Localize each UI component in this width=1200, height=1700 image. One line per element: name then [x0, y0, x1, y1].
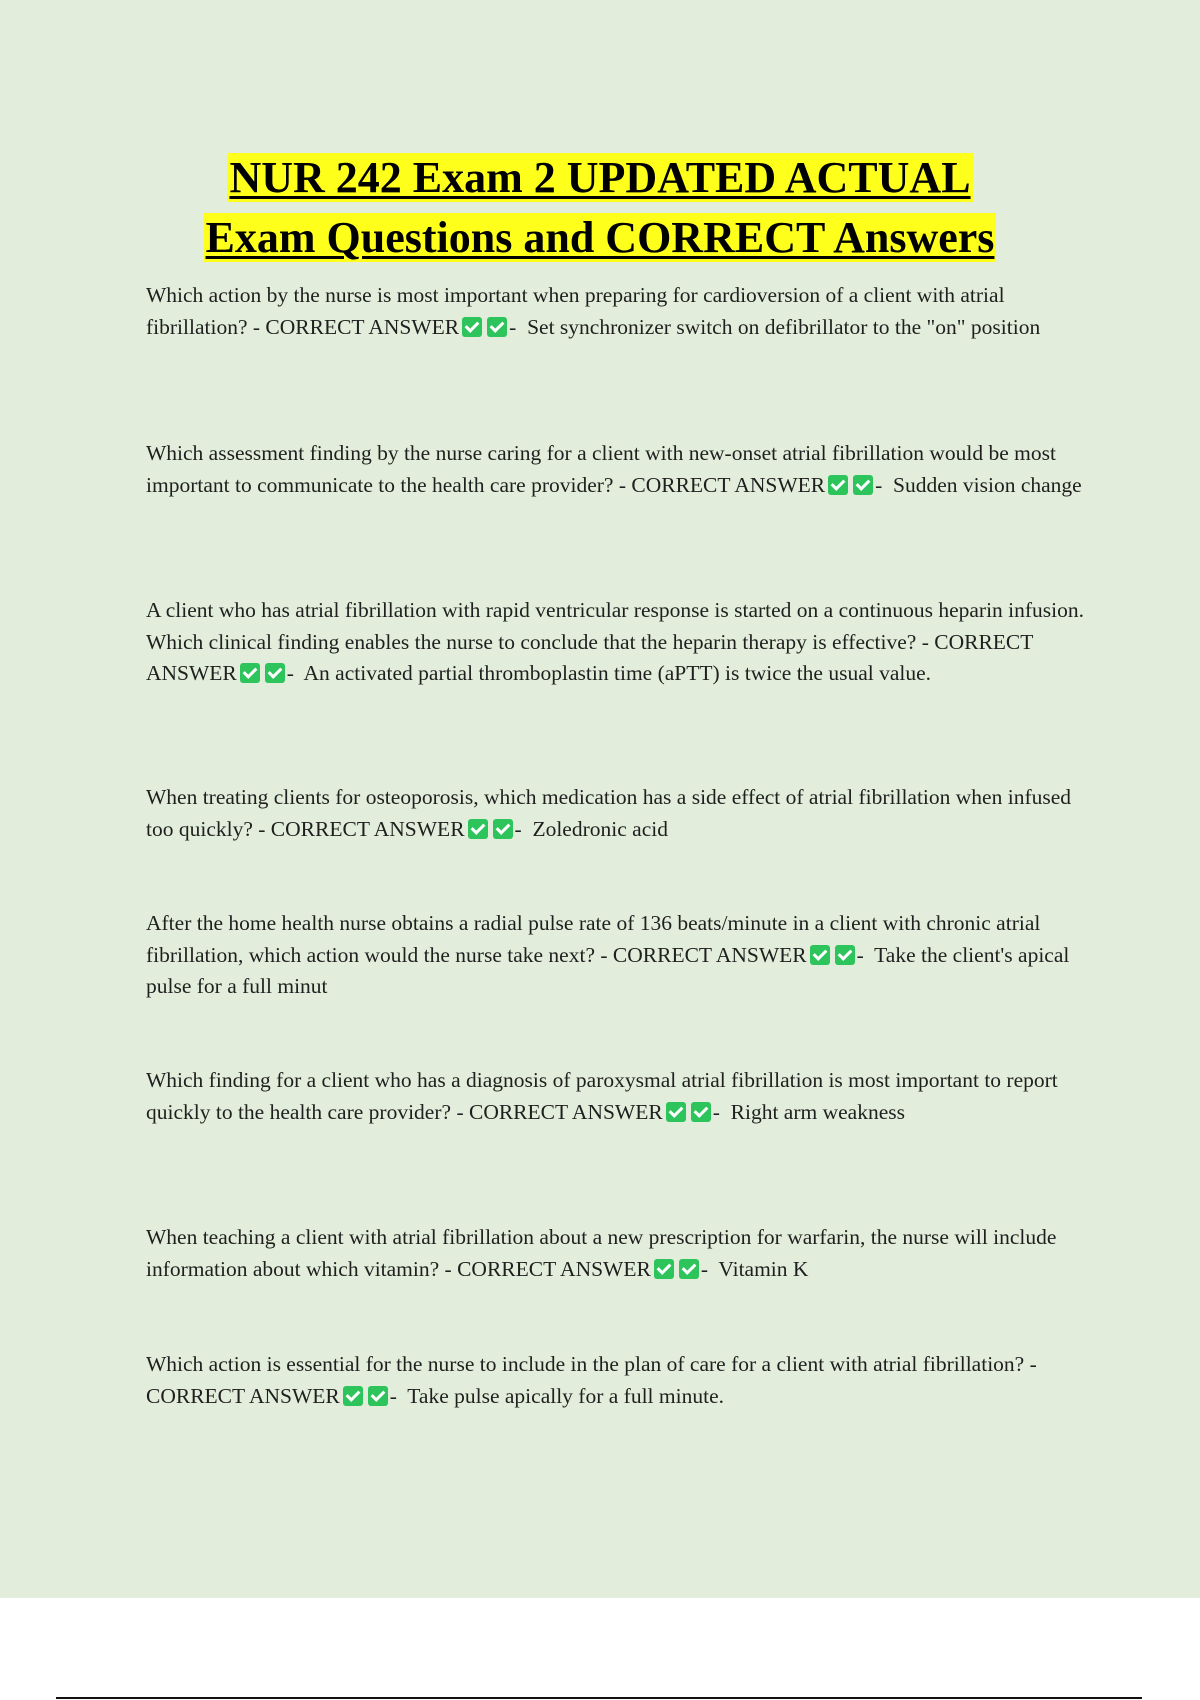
green-check-icon	[487, 317, 507, 337]
answer-text: Right arm weakness	[730, 1099, 905, 1124]
answer-label: - CORRECT ANSWER	[600, 942, 807, 967]
answer-label: - CORRECT ANSWER	[444, 1256, 651, 1281]
question-text: Which finding for a client who has a diagnosis of paroxysmal atrial fibrillation is most important to report quickly to the health care provider?	[146, 1068, 1058, 1124]
answer-dash: -	[286, 661, 294, 685]
answer-label: - CORRECT ANSWER	[146, 1352, 1037, 1408]
question-text: When treating clients for osteoporosis, which medication has a side effect of atrial fibrillation when infused too quickly?	[146, 785, 1072, 841]
question-text: When teaching a client with atrial fibrillation about a new prescription for warfarin, the nurse will include information about which vitamin?	[146, 1225, 1057, 1281]
answer-text: Take pulse apically for a full minute.	[407, 1383, 724, 1408]
green-check-icon	[493, 819, 513, 839]
answer-label: - CORRECT ANSWER	[618, 472, 826, 497]
question-text: Which assessment finding by the nurse caring for a client with new-onset atrial fibrillation would be most important to communicate to the health care provider?	[146, 441, 1056, 497]
green-check-icon	[343, 1386, 363, 1406]
qa-item	[146, 280, 1096, 343]
green-check-icon	[853, 475, 873, 495]
title-line-2: Exam Questions and CORRECT Answers	[205, 213, 995, 262]
green-check-icon	[835, 945, 855, 965]
title-line-1: NUR 242 Exam 2 UPDATED ACTUAL	[229, 153, 971, 202]
green-check-icon	[654, 1259, 674, 1279]
answer-dash: -	[712, 1099, 720, 1124]
qa-item	[146, 595, 1096, 690]
green-check-icon	[679, 1259, 699, 1279]
answer-label: - CORRECT ANSWER	[258, 816, 465, 841]
answer-text: Vitamin K	[718, 1256, 809, 1281]
page-divider	[56, 1697, 1142, 1699]
answer-text: Sudden vision change	[893, 472, 1082, 497]
qa-item	[146, 438, 1096, 501]
green-check-icon	[368, 1386, 388, 1406]
answer-text: Zoledronic acid	[532, 816, 668, 841]
answer-dash: -	[875, 472, 883, 497]
answer-dash: -	[856, 942, 864, 967]
green-check-icon	[240, 663, 260, 683]
document-title	[0, 148, 1200, 268]
question-text: A client who has atrial fibrillation with rapid ventricular response is started on a continuous heparin infusion. Which clinical finding enables the nurse to conclude that the heparin therapy is effective?	[146, 598, 1085, 654]
question-text: Which action by the nurse is most important when preparing for cardioversion of a client with atrial fibrillation?	[146, 283, 1005, 339]
answer-dash: -	[700, 1256, 708, 1281]
green-check-icon	[468, 819, 488, 839]
answer-text: An activated partial thromboplastin time (aPTT) is twice the usual value.	[303, 661, 932, 685]
answer-text: Take the client's apical pulse for a full minut	[146, 942, 1070, 998]
green-check-icon	[828, 475, 848, 495]
qa-item	[146, 782, 1096, 845]
question-text: Which action is essential for the nurse to include in the plan of care for a client with atrial fibrillation?	[146, 1352, 1025, 1376]
answer-dash: -	[509, 314, 517, 339]
answer-text: Set synchronizer switch on defibrillator to the "on" position	[527, 314, 1041, 339]
qa-item	[146, 908, 1096, 1003]
answer-label: - CORRECT ANSWER	[456, 1099, 663, 1124]
green-check-icon	[691, 1102, 711, 1122]
green-check-icon	[666, 1102, 686, 1122]
answer-label: - CORRECT ANSWER	[146, 629, 1034, 685]
qa-item	[146, 1065, 1096, 1128]
green-check-icon	[462, 317, 482, 337]
answer-label: - CORRECT ANSWER	[252, 314, 460, 339]
green-check-icon	[265, 663, 285, 683]
green-check-icon	[810, 945, 830, 965]
answer-dash: -	[514, 816, 522, 841]
answer-dash: -	[389, 1383, 397, 1408]
qa-item	[146, 1349, 1096, 1412]
question-text: After the home health nurse obtains a radial pulse rate of 136 beats/minute in a client with chronic atrial fibrillation, which action would the nurse take next?	[146, 911, 1041, 967]
qa-item	[146, 1222, 1096, 1285]
